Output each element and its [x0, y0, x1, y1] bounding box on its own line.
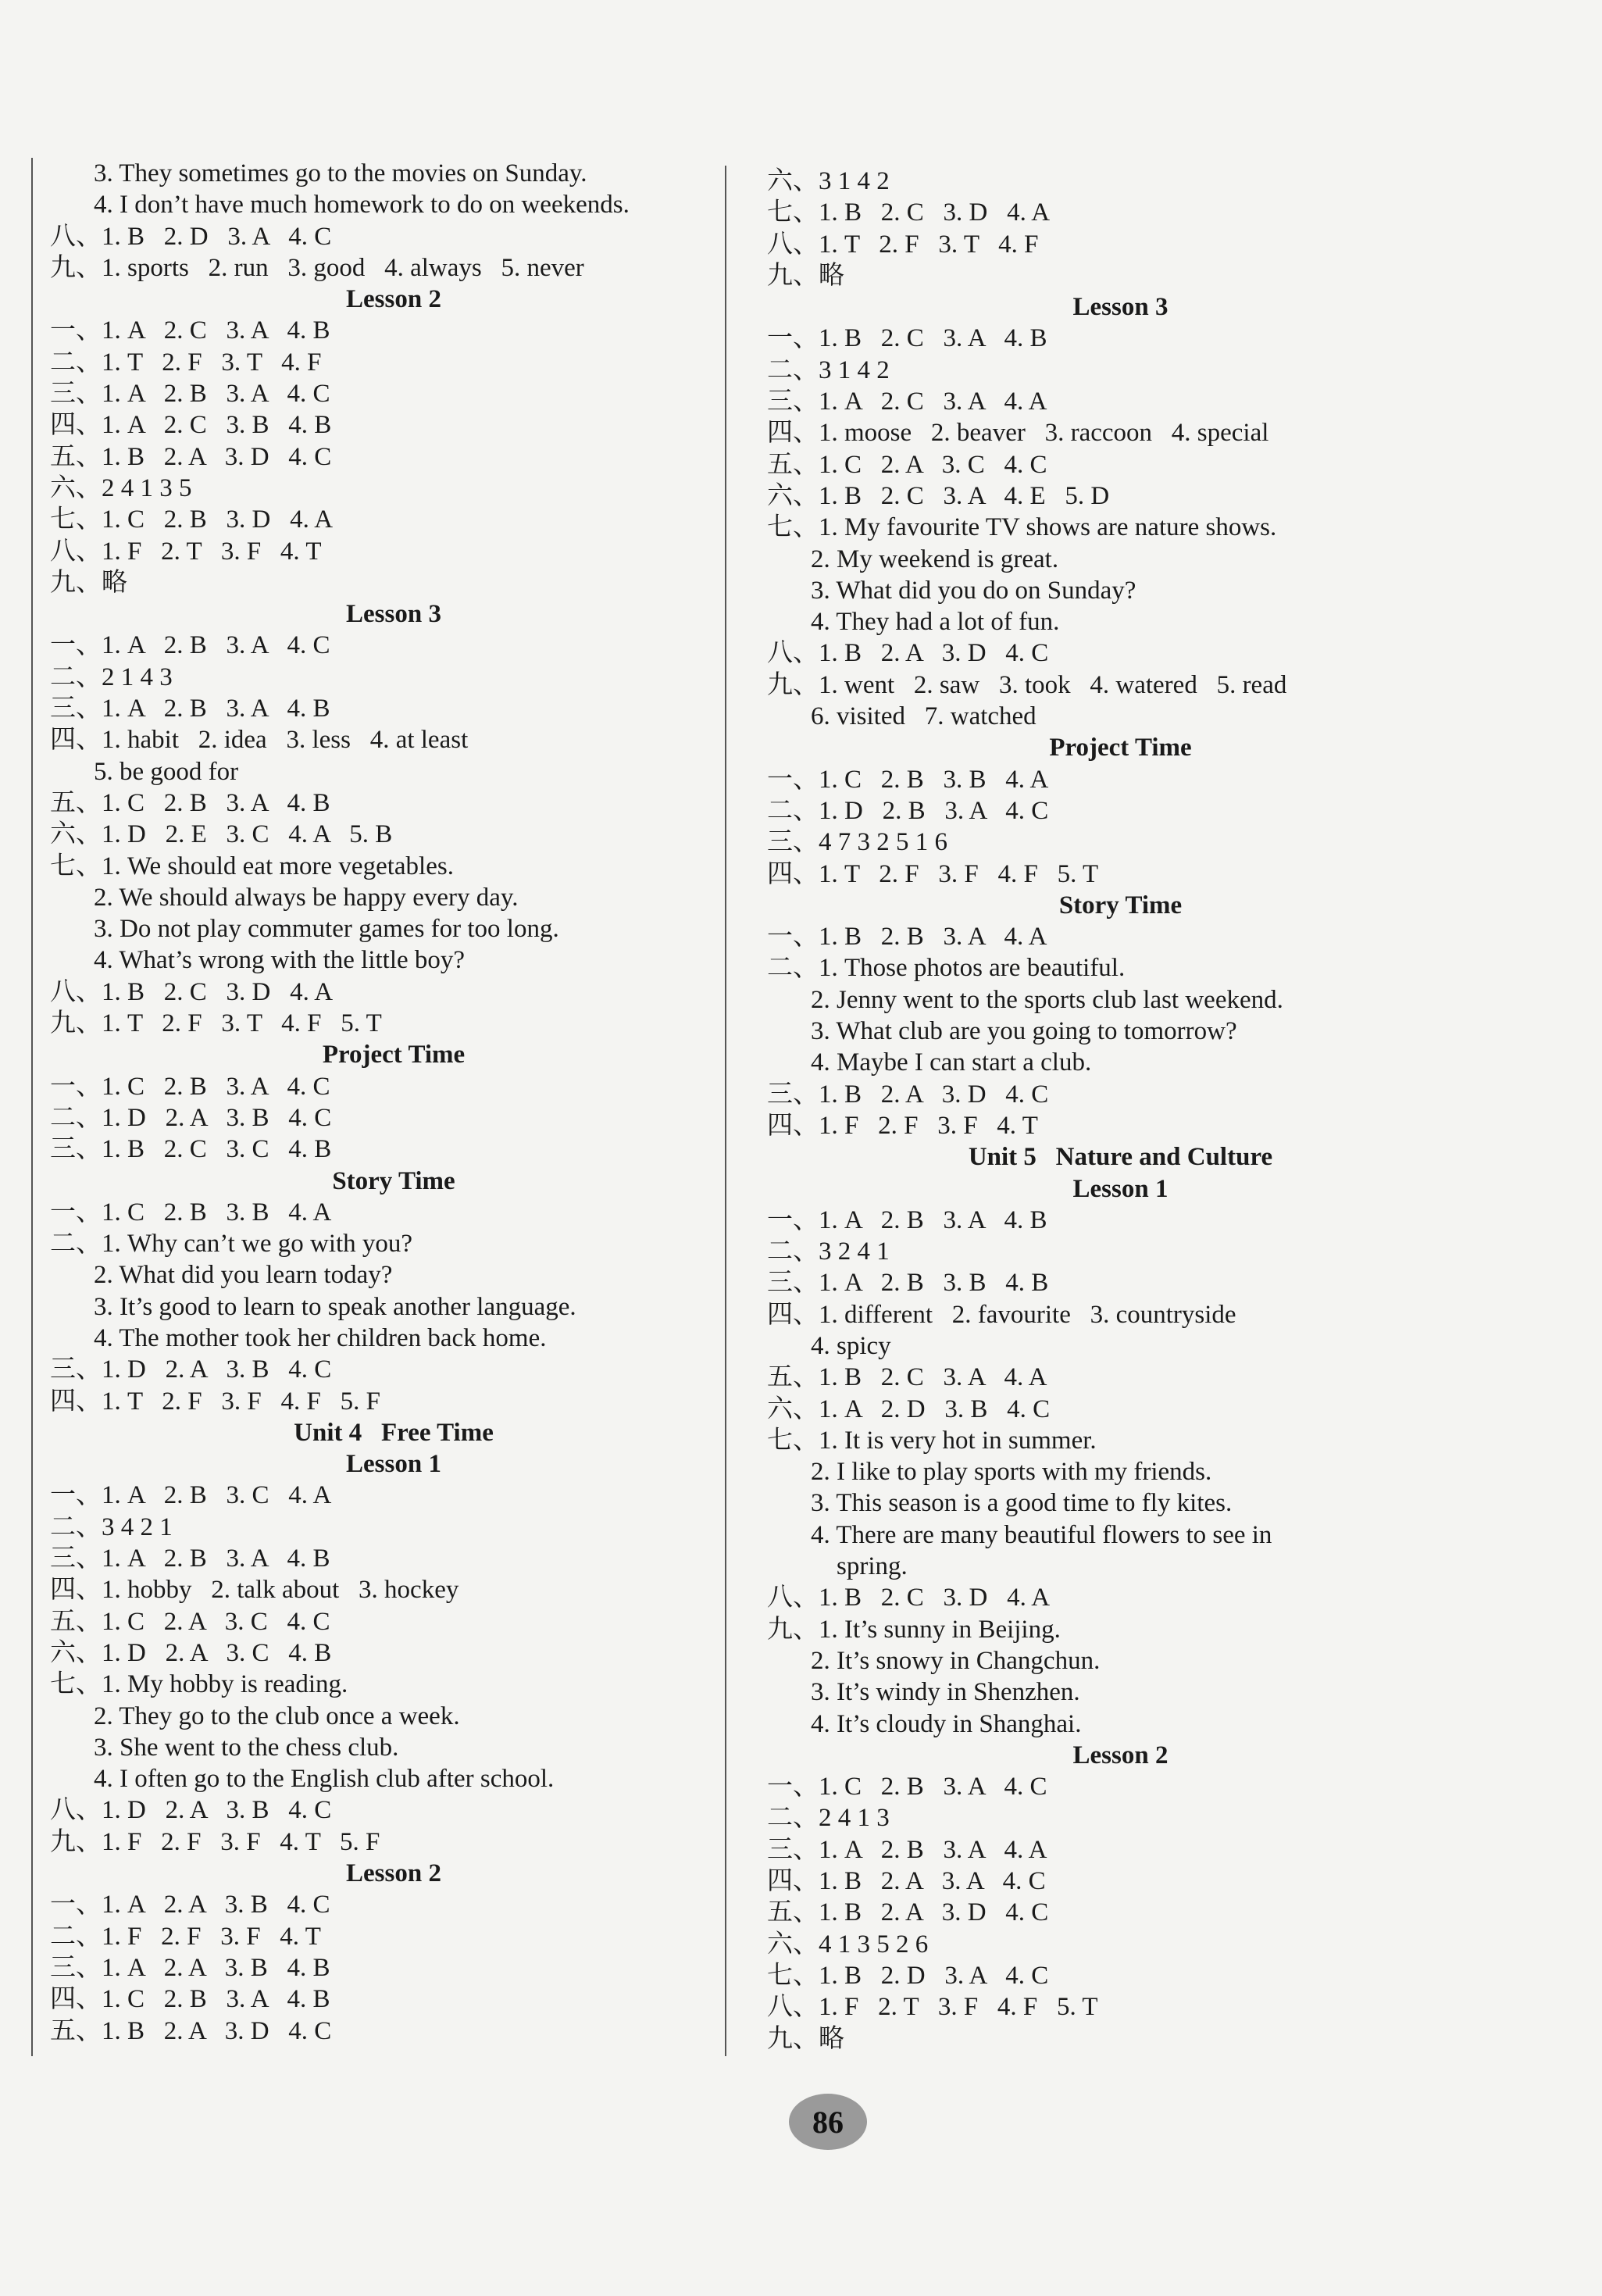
answer-line: 一、1. A 2. C 3. A 4. B: [50, 316, 330, 345]
answer-line: 五、1. C 2. B 3. A 4. B: [50, 788, 330, 817]
answer-line: 4. The mother took her children back home.: [94, 1323, 547, 1352]
section-heading: Lesson 1: [1072, 1174, 1168, 1203]
answer-line: 二、1. Why can’t we go with you?: [50, 1230, 413, 1259]
answer-line: 一、1. A 2. B 3. A 4. B: [767, 1205, 1047, 1234]
answer-line: 二、3 2 4 1: [767, 1237, 890, 1266]
answer-line: 三、1. A 2. B 3. A 4. A: [767, 1835, 1047, 1864]
answer-line: 一、1. A 2. B 3. C 4. A: [50, 1481, 332, 1510]
answer-line: 二、1. F 2. F 3. F 4. T: [50, 1922, 321, 1951]
answer-line: 2. My weekend is great.: [811, 545, 1059, 573]
answer-line: 三、4 7 3 2 5 1 6: [767, 828, 947, 857]
answer-line: 九、1. went 2. saw 3. took 4. watered 5. read: [767, 670, 1287, 699]
answer-line: 六、1. D 2. A 3. C 4. B: [50, 1638, 332, 1667]
answer-line: 3. What did you do on Sunday?: [811, 576, 1136, 605]
answer-line: 2. They go to the club once a week.: [94, 1701, 460, 1730]
answer-line: 九、略: [50, 568, 127, 597]
answer-line: 二、2 1 4 3: [50, 662, 173, 691]
answer-line: 二、3 1 4 2: [767, 355, 890, 384]
section-heading: Project Time: [322, 1041, 466, 1069]
answer-line: 二、1. D 2. B 3. A 4. C: [767, 796, 1049, 825]
answer-line: 四、1. T 2. F 3. F 4. F 5. F: [50, 1387, 380, 1416]
answer-line: 4. They had a lot of fun.: [811, 608, 1060, 637]
answer-line: 八、1. T 2. F 3. T 4. F: [767, 230, 1039, 259]
section-heading: Lesson 2: [346, 1859, 441, 1888]
answer-line: 九、1. T 2. F 3. T 4. F 5. T: [50, 1009, 382, 1038]
answer-line: 三、1. A 2. B 3. A 4. B: [50, 695, 330, 723]
answer-line: 4. I don’t have much homework to do on weekends.: [94, 191, 630, 220]
answer-line: 3. They sometimes go to the movies on Sunday.: [94, 159, 587, 187]
answer-line: 五、1. B 2. C 3. A 4. A: [767, 1363, 1047, 1392]
answer-line: 2. I like to play sports with my friends.: [811, 1458, 1212, 1487]
page-number-badge: [789, 2094, 867, 2150]
answer-line: 4. It’s cloudy in Shanghai.: [811, 1709, 1082, 1738]
answer-line: 三、1. B 2. C 3. C 4. B: [50, 1135, 332, 1164]
section-heading: Project Time: [1049, 734, 1192, 762]
answer-line: 一、1. B 2. C 3. A 4. B: [767, 324, 1047, 353]
answer-line: 八、1. B 2. A 3. D 4. C: [767, 639, 1049, 668]
answer-line: 一、1. C 2. B 3. A 4. C: [50, 1072, 330, 1101]
answer-line: 4. What’s wrong with the little boy?: [94, 946, 466, 975]
answer-line: 八、1. B 2. D 3. A 4. C: [50, 222, 332, 251]
answer-line: 3. What club are you going to tomorrow?: [811, 1017, 1237, 1046]
answer-line: 4. There are many beautiful flowers to see in: [811, 1520, 1272, 1549]
section-heading: Story Time: [1058, 891, 1183, 919]
answer-line: 三、1. A 2. B 3. B 4. B: [767, 1269, 1049, 1298]
answer-line: 四、1. different 2. favourite 3. countryside: [767, 1300, 1236, 1329]
answer-line: 四、1. A 2. C 3. B 4. B: [50, 411, 332, 440]
answer-line: 六、1. D 2. E 3. C 4. A 5. B: [50, 820, 393, 849]
answer-line: 四、1. F 2. F 3. F 4. T: [767, 1111, 1038, 1140]
answer-line: 五、1. B 2. A 3. D 4. C: [50, 2016, 332, 2045]
answer-line: 一、1. C 2. B 3. B 4. A: [50, 1198, 332, 1227]
answer-line: 4. spicy: [811, 1331, 891, 1360]
answer-line: 八、1. B 2. C 3. D 4. A: [50, 977, 334, 1006]
answer-line: 三、1. D 2. A 3. B 4. C: [50, 1355, 332, 1384]
answer-line: 四、1. hobby 2. talk about 3. hockey: [50, 1576, 459, 1605]
answer-line: 3. It’s good to learn to speak another language.: [94, 1292, 576, 1321]
answer-line: 六、2 4 1 3 5: [50, 473, 192, 502]
answer-line: 二、3 4 2 1: [50, 1512, 173, 1541]
page-number: 86: [812, 2104, 844, 2140]
left-answer-column: [31, 158, 737, 2056]
answer-line: 六、3 1 4 2: [767, 167, 890, 195]
answer-line: 一、1. A 2. B 3. A 4. C: [50, 631, 330, 660]
answer-line: 一、1. C 2. B 3. A 4. C: [767, 1773, 1047, 1801]
section-heading: Lesson 3: [1072, 293, 1168, 322]
answer-line: 一、1. A 2. A 3. B 4. C: [50, 1891, 330, 1919]
answer-line: 六、1. A 2. D 3. B 4. C: [767, 1394, 1051, 1423]
answer-line: 七、1. C 2. B 3. D 4. A: [50, 505, 334, 534]
answer-line: 六、1. B 2. C 3. A 4. E 5. D: [767, 481, 1110, 510]
answer-line: 九、略: [767, 261, 844, 290]
answer-line: 五、1. B 2. A 3. D 4. C: [50, 442, 332, 471]
answer-line: 三、1. B 2. A 3. D 4. C: [767, 1080, 1049, 1109]
answer-line: 3. It’s windy in Shenzhen.: [811, 1678, 1080, 1707]
section-heading: Lesson 1: [346, 1450, 441, 1479]
answer-line: 5. be good for: [94, 757, 239, 786]
answer-line: 七、1. We should eat more vegetables.: [50, 852, 454, 880]
section-heading: Lesson 2: [346, 285, 441, 314]
answer-line: 2. What did you learn today?: [94, 1261, 393, 1290]
answer-line: 七、1. My favourite TV shows are nature shows.: [767, 513, 1277, 542]
answer-line: 八、1. F 2. T 3. F 4. F 5. T: [767, 1993, 1098, 2022]
answer-line: 八、1. F 2. T 3. F 4. T: [50, 537, 322, 566]
answer-line: 二、1. D 2. A 3. B 4. C: [50, 1103, 332, 1132]
answer-line: 七、1. It is very hot in summer.: [767, 1426, 1097, 1455]
answer-line: 四、1. habit 2. idea 3. less 4. at least: [50, 726, 469, 755]
section-heading: Unit 5 Nature and Culture: [968, 1143, 1273, 1172]
answer-line: 4. Maybe I can start a club.: [811, 1048, 1092, 1077]
answer-line: 六、4 1 3 5 2 6: [767, 1930, 929, 1959]
answer-line: 三、1. A 2. B 3. A 4. C: [50, 380, 330, 409]
answer-line: 四、1. T 2. F 3. F 4. F 5. T: [767, 859, 1099, 888]
answer-line: 九、1. It’s sunny in Beijing.: [767, 1615, 1061, 1644]
answer-line: 2. It’s snowy in Changchun.: [811, 1646, 1101, 1675]
answer-line: 八、1. D 2. A 3. B 4. C: [50, 1796, 332, 1825]
answer-line: 3. Do not play commuter games for too long.: [94, 915, 559, 944]
answer-line: 七、1. B 2. C 3. D 4. A: [767, 198, 1051, 227]
answer-line: spring.: [811, 1552, 908, 1581]
answer-line: 九、1. F 2. F 3. F 4. T 5. F: [50, 1827, 380, 1856]
answer-line: 五、1. C 2. A 3. C 4. C: [767, 450, 1047, 479]
answer-line: 二、1. T 2. F 3. T 4. F: [50, 348, 322, 377]
answer-line: 三、1. A 2. C 3. A 4. A: [767, 387, 1047, 416]
section-heading: Lesson 2: [1072, 1741, 1168, 1769]
answer-line: 五、1. C 2. A 3. C 4. C: [50, 1607, 330, 1636]
section-heading: Unit 4 Free Time: [294, 1418, 494, 1447]
answer-line: 6. visited 7. watched: [811, 702, 1036, 731]
answer-line: 二、2 4 1 3: [767, 1804, 890, 1833]
section-heading: Lesson 3: [346, 600, 441, 629]
answer-line: 三、1. A 2. B 3. A 4. B: [50, 1544, 330, 1573]
answer-line: 一、1. C 2. B 3. B 4. A: [767, 765, 1049, 794]
answer-line: 七、1. My hobby is reading.: [50, 1670, 348, 1699]
answer-line: 四、1. B 2. A 3. A 4. C: [767, 1867, 1046, 1896]
answer-line: 三、1. A 2. A 3. B 4. B: [50, 1953, 330, 1982]
answer-line: 2. We should always be happy every day.: [94, 883, 519, 912]
answer-line: 五、1. B 2. A 3. D 4. C: [767, 1898, 1049, 1927]
answer-line: 4. I often go to the English club after school.: [94, 1765, 555, 1794]
answer-line: 3. She went to the chess club.: [94, 1733, 399, 1762]
right-answer-column: [725, 166, 1474, 2056]
answer-line: 七、1. B 2. D 3. A 4. C: [767, 1961, 1049, 1990]
answer-line: 一、1. B 2. B 3. A 4. A: [767, 923, 1047, 952]
answer-line: 八、1. B 2. C 3. D 4. A: [767, 1584, 1051, 1612]
answer-line: 2. Jenny went to the sports club last weekend.: [811, 985, 1283, 1014]
answer-line: 二、1. Those photos are beautiful.: [767, 954, 1126, 983]
section-heading: Story Time: [332, 1166, 455, 1195]
answer-line: 四、1. C 2. B 3. A 4. B: [50, 1985, 330, 2014]
answer-line: 四、1. moose 2. beaver 3. raccoon 4. special: [767, 419, 1269, 448]
answer-line: 3. This season is a good time to fly kites.: [811, 1489, 1233, 1518]
answer-line: 九、略: [767, 2024, 844, 2053]
answer-line: 九、1. sports 2. run 3. good 4. always 5. never: [50, 253, 584, 282]
